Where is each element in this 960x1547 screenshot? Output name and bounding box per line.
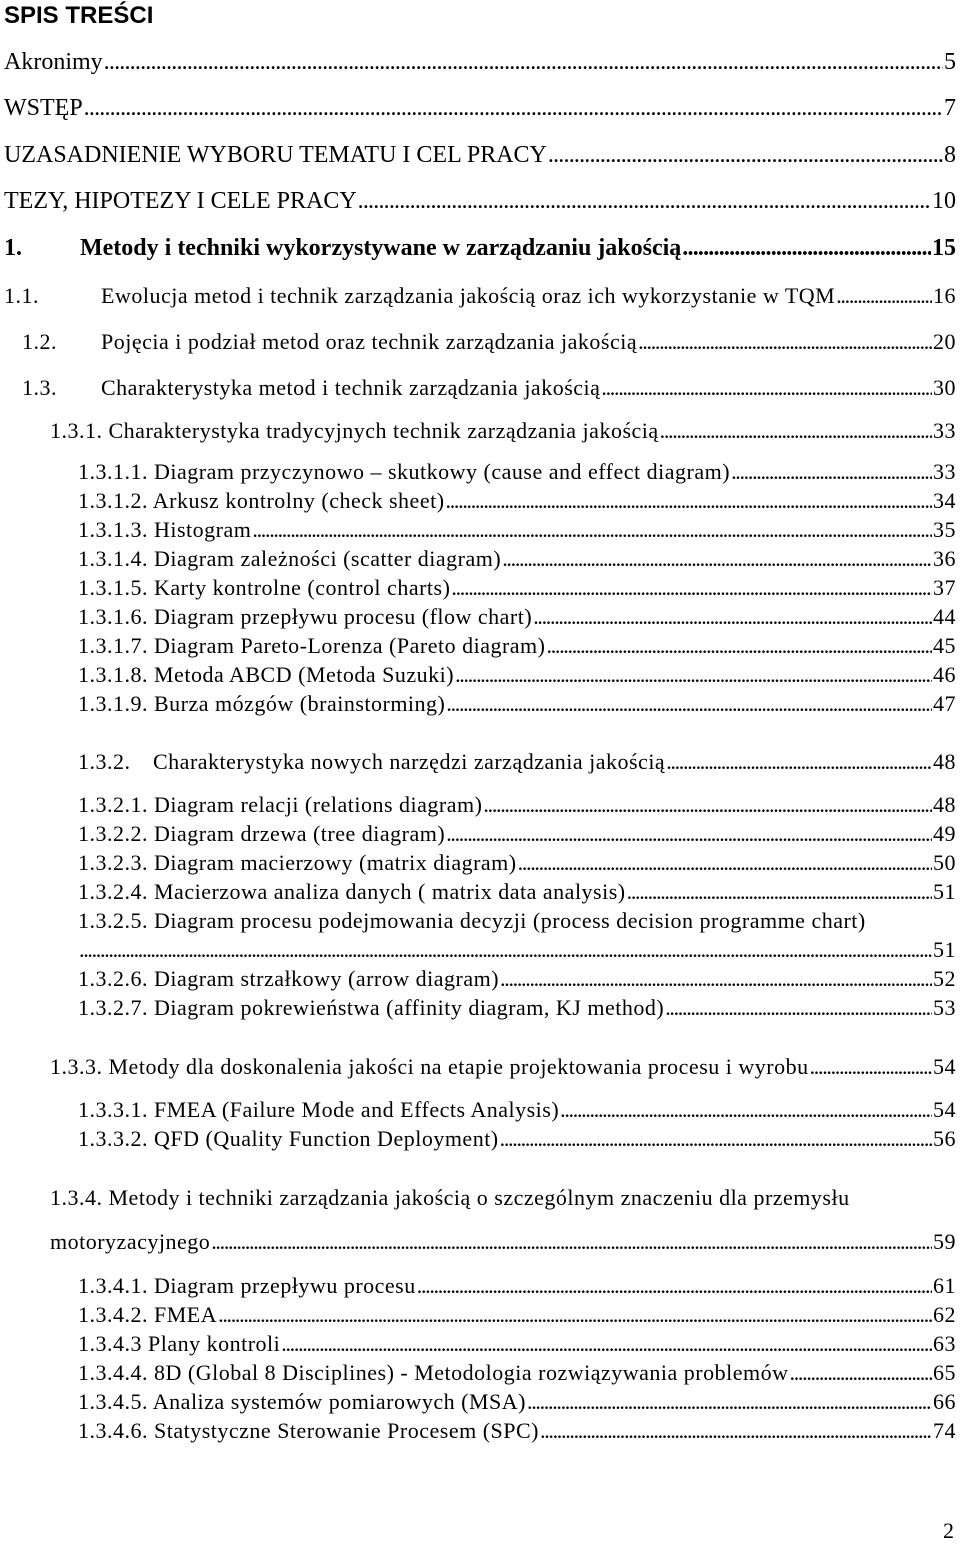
dot-leader [417, 1273, 932, 1299]
dot-leader [500, 966, 932, 992]
dot-leader [446, 488, 932, 514]
toc-entry-text: 1.3.2.2. Diagram drzewa (tree diagram) [78, 821, 446, 846]
toc-entry-text: 1.3.4.1. Diagram przepływu procesu [78, 1273, 416, 1298]
dot-leader [358, 188, 931, 215]
toc-entry-text: 1.3.1.7. Diagram Pareto-Lorenza (Pareto diagram) [78, 633, 546, 658]
toc-entry-introduction[interactable] [4, 95, 956, 122]
dot-leader [446, 821, 932, 847]
dot-leader [252, 517, 932, 543]
toc-entry-text: Ewolucja metod i technik zarządzania jakością oraz ich wykorzystanie w TQM [101, 283, 836, 308]
toc-page-number: 50 [933, 850, 956, 875]
toc-entry-text: 1.3.4.4. 8D (Global 8 Disciplines) - Metodologia rozwiązywania problemów [78, 1360, 789, 1385]
toc-entry-text: 1.3.2.4. Macierzowa analiza danych ( matrix data analysis) [78, 879, 626, 904]
toc-entry-text: 1.3.1.8. Metoda ABCD (Metoda Suzuki) [78, 662, 455, 687]
toc-entry-text: 1.3.4.2. FMEA [78, 1302, 218, 1327]
toc-entry-text: 1.3.1.4. Diagram zależności (scatter diagram) [78, 546, 502, 571]
toc-entry-1-3-2-3[interactable] [78, 850, 956, 876]
toc-entry-text: Pojęcia i podział metod oraz technik zarządzania jakością [101, 329, 638, 354]
toc-entry-text: 1.3.3.2. QFD (Quality Function Deployment) [78, 1126, 499, 1151]
dot-leader [548, 142, 943, 169]
toc-page-number: 62 [933, 1302, 956, 1327]
toc-entry-text: 1.3.1.6. Diagram przepływu procesu (flow chart) [78, 604, 533, 629]
toc-entry-1-3-1-8[interactable] [78, 662, 956, 688]
toc-page-number: 65 [933, 1360, 956, 1385]
toc-page-number: 30 [933, 375, 956, 400]
toc-entry-text: motoryzacyjnego [50, 1229, 211, 1254]
toc-entry-1-3-4-3[interactable] [78, 1331, 956, 1357]
toc-page-number: 8 [944, 142, 956, 168]
dot-leader [218, 1302, 932, 1328]
toc-entry-1-3-1-3[interactable] [78, 517, 956, 543]
dot-leader [682, 235, 931, 262]
dot-leader [281, 1331, 932, 1357]
toc-entry-1-3-3-2[interactable] [78, 1126, 956, 1152]
dot-leader [500, 1126, 932, 1152]
toc-page-number: 61 [933, 1273, 956, 1298]
toc-entry-number: 1.1. [4, 283, 39, 308]
toc-entry-text: Akronimy [4, 49, 103, 75]
toc-entry-text: Charakterystyka metod i technik zarządzania jakością [101, 375, 601, 400]
toc-entry-text: 1.3.4.5. Analiza systemów pomiarowych (MSA) [78, 1389, 526, 1414]
toc-entry-1-3-2-4[interactable] [78, 879, 956, 905]
toc-entry-number: 1. [4, 235, 22, 261]
toc-entry-1-3-2-2[interactable] [78, 821, 956, 847]
toc-page-number: 45 [933, 633, 956, 658]
page-number: 2 [943, 1518, 954, 1543]
toc-entry-text: Metody i techniki wykorzystywane w zarządzaniu jakością [80, 235, 682, 261]
dot-leader [666, 749, 932, 775]
toc-entry-text: 1.3.1.5. Karty kontrolne (control charts) [78, 575, 451, 600]
toc-entry-1-3-1[interactable] [50, 418, 956, 444]
toc-entry-1-3-3-1[interactable] [78, 1097, 956, 1123]
toc-entry-text: 1.3.1.1. Diagram przyczynowo – skutkowy (cause and effect diagram) [78, 459, 731, 484]
dot-leader [446, 691, 932, 717]
dot-leader [810, 1054, 932, 1080]
toc-entry-text: 1.3.1.9. Burza mózgów (brainstorming) [78, 691, 446, 716]
toc-entry-text: 1.3.4.3 Plany kontroli [78, 1331, 281, 1356]
toc-entry-text: 1.3.2.5. Diagram procesu podejmowania decyzji (process decision programme chart) [78, 908, 866, 933]
toc-entry-1-3-3[interactable] [50, 1054, 956, 1080]
toc-page-number: 63 [933, 1331, 956, 1356]
toc-entry-text: UZASADNIENIE WYBORU TEMATU I CEL PRACY [4, 142, 547, 168]
toc-entry-1-3-4-4[interactable] [78, 1360, 956, 1386]
toc-entry-1-3-1-4[interactable] [78, 546, 956, 572]
toc-entry-1-3-4-2[interactable] [78, 1302, 956, 1328]
toc-page-number: 35 [933, 517, 956, 542]
toc-entry-1-3-1-9[interactable] [78, 691, 956, 717]
toc-entry-1-3-2-6[interactable] [78, 966, 956, 992]
toc-entry-text: 1.3.2.3. Diagram macierzowy (matrix diagram) [78, 850, 517, 875]
dot-leader [451, 575, 932, 601]
toc-page-number: 51 [933, 937, 956, 962]
dot-leader [211, 1229, 932, 1255]
toc-page-number: 5 [944, 49, 956, 75]
dot-leader [790, 1360, 932, 1386]
dot-leader [665, 995, 932, 1021]
toc-page-number: 47 [933, 691, 956, 716]
toc-page-number: 44 [933, 604, 956, 629]
dot-leader [627, 879, 932, 905]
toc-entry-number: 1.3.2. [78, 749, 131, 774]
toc-entry-1-3-4-title[interactable] [50, 1185, 850, 1211]
dot-leader [660, 418, 932, 444]
toc-entry-1-3-4-5[interactable] [78, 1389, 956, 1415]
toc-page-number: 7 [944, 95, 956, 121]
toc-entry-1-3-4-6[interactable] [78, 1418, 956, 1444]
toc-page-number: 46 [933, 662, 956, 687]
toc-entry-1-3-1-7[interactable] [78, 633, 956, 659]
toc-page-number: 20 [933, 329, 956, 354]
toc-entry-1-3-4-1[interactable] [78, 1273, 956, 1299]
toc-entry-1-3-1-5[interactable] [78, 575, 956, 601]
dot-leader [104, 49, 943, 76]
toc-page-number: 33 [933, 418, 956, 443]
dot-leader [84, 95, 943, 122]
toc-entry-text: 1.3.4.6. Statystyczne Sterowanie Procesem (SPC) [78, 1418, 539, 1443]
dot-leader [731, 459, 932, 485]
toc-entry-1-3-2-1[interactable] [78, 792, 956, 818]
toc-entry-acronyms[interactable] [4, 49, 956, 76]
toc-page-number: 54 [933, 1054, 956, 1079]
dot-leader [455, 662, 932, 688]
toc-entry-text: 1.3.4. Metody i techniki zarządzania jakością o szczególnym znaczeniu dla przemysłu [50, 1185, 850, 1210]
toc-page-number: 54 [933, 1097, 956, 1122]
toc-page-number: 10 [932, 188, 956, 214]
toc-entry-text: 1.3.3.1. FMEA (Failure Mode and Effects Analysis) [78, 1097, 560, 1122]
dot-leader [518, 850, 932, 876]
toc-entry-1-3-2-5-title[interactable] [78, 908, 866, 934]
toc-entry-1-3-2-7[interactable] [78, 995, 956, 1021]
toc-entry-1-2[interactable] [22, 329, 956, 355]
dot-leader [527, 1389, 932, 1415]
toc-entry-text: 1.3.2.7. Diagram pokrewieństwa (affinity diagram, KJ method) [78, 995, 665, 1020]
toc-entry-1-3-2[interactable] [78, 749, 956, 775]
dot-leader [836, 283, 932, 309]
toc-entry-number: 1.3. [22, 375, 57, 400]
toc-entry-1-3-2-5[interactable] [78, 937, 956, 963]
toc-page-number: 34 [933, 488, 956, 513]
toc-entry-text: 1.3.1.2. Arkusz kontrolny (check sheet) [78, 488, 445, 513]
page-title: SPIS TREŚCI [4, 2, 154, 29]
toc-page-number: 74 [933, 1418, 956, 1443]
toc-page-number: 37 [933, 575, 956, 600]
toc-page-number: 53 [933, 995, 956, 1020]
toc-entry-text: WSTĘP [4, 95, 83, 121]
toc-entry-text: 1.3.1. Charakterystyka tradycyjnych technik zarządzania jakością [50, 418, 659, 443]
toc-page-number: 51 [933, 879, 956, 904]
toc-page-number: 56 [933, 1126, 956, 1151]
toc-entry-theses[interactable] [4, 188, 956, 215]
dot-leader [79, 937, 932, 963]
toc-entry-number: 1.2. [22, 329, 57, 354]
dot-leader [638, 329, 932, 355]
toc-page-number: 49 [933, 821, 956, 846]
dot-leader [502, 546, 932, 572]
toc-page-number: 52 [933, 966, 956, 991]
toc-page-number: 66 [933, 1389, 956, 1414]
dot-leader [483, 792, 932, 818]
toc-entry-text: 1.3.2.6. Diagram strzałkowy (arrow diagram) [78, 966, 500, 991]
toc-entry-1-3-1-2[interactable] [78, 488, 956, 514]
toc-entry-1-1[interactable] [4, 283, 956, 309]
toc-page-number: 36 [933, 546, 956, 571]
toc-entry-text: Charakterystyka nowych narzędzi zarządzania jakością [153, 749, 666, 774]
dot-leader [540, 1418, 932, 1444]
toc-page-number: 59 [933, 1229, 956, 1254]
toc-page-number: 33 [933, 459, 956, 484]
dot-leader [560, 1097, 932, 1123]
toc-page-number: 48 [933, 792, 956, 817]
toc-entry-text: 1.3.2.1. Diagram relacji (relations diagram) [78, 792, 483, 817]
dot-leader [533, 604, 932, 630]
toc-page-number: 16 [933, 283, 956, 308]
toc-entry-1-3[interactable] [22, 375, 956, 401]
toc-page-number: 48 [933, 749, 956, 774]
toc-entry-text: TEZY, HIPOTEZY I CELE PRACY [4, 188, 357, 214]
toc-entry-text: 1.3.1.3. Histogram [78, 517, 252, 542]
toc-entry-1-3-4[interactable] [50, 1229, 956, 1255]
toc-entry-text: 1.3.3. Metody dla doskonalenia jakości na etapie projektowania procesu i wyrobu [50, 1054, 809, 1079]
toc-entry-1-3-1-1[interactable] [78, 459, 956, 485]
dot-leader [547, 633, 933, 659]
dot-leader [601, 375, 932, 401]
toc-entry-justification[interactable] [4, 142, 956, 169]
toc-entry-1-3-1-6[interactable] [78, 604, 956, 630]
toc-page-number: 15 [932, 235, 956, 261]
toc-entry-chapter-1[interactable] [4, 235, 956, 262]
